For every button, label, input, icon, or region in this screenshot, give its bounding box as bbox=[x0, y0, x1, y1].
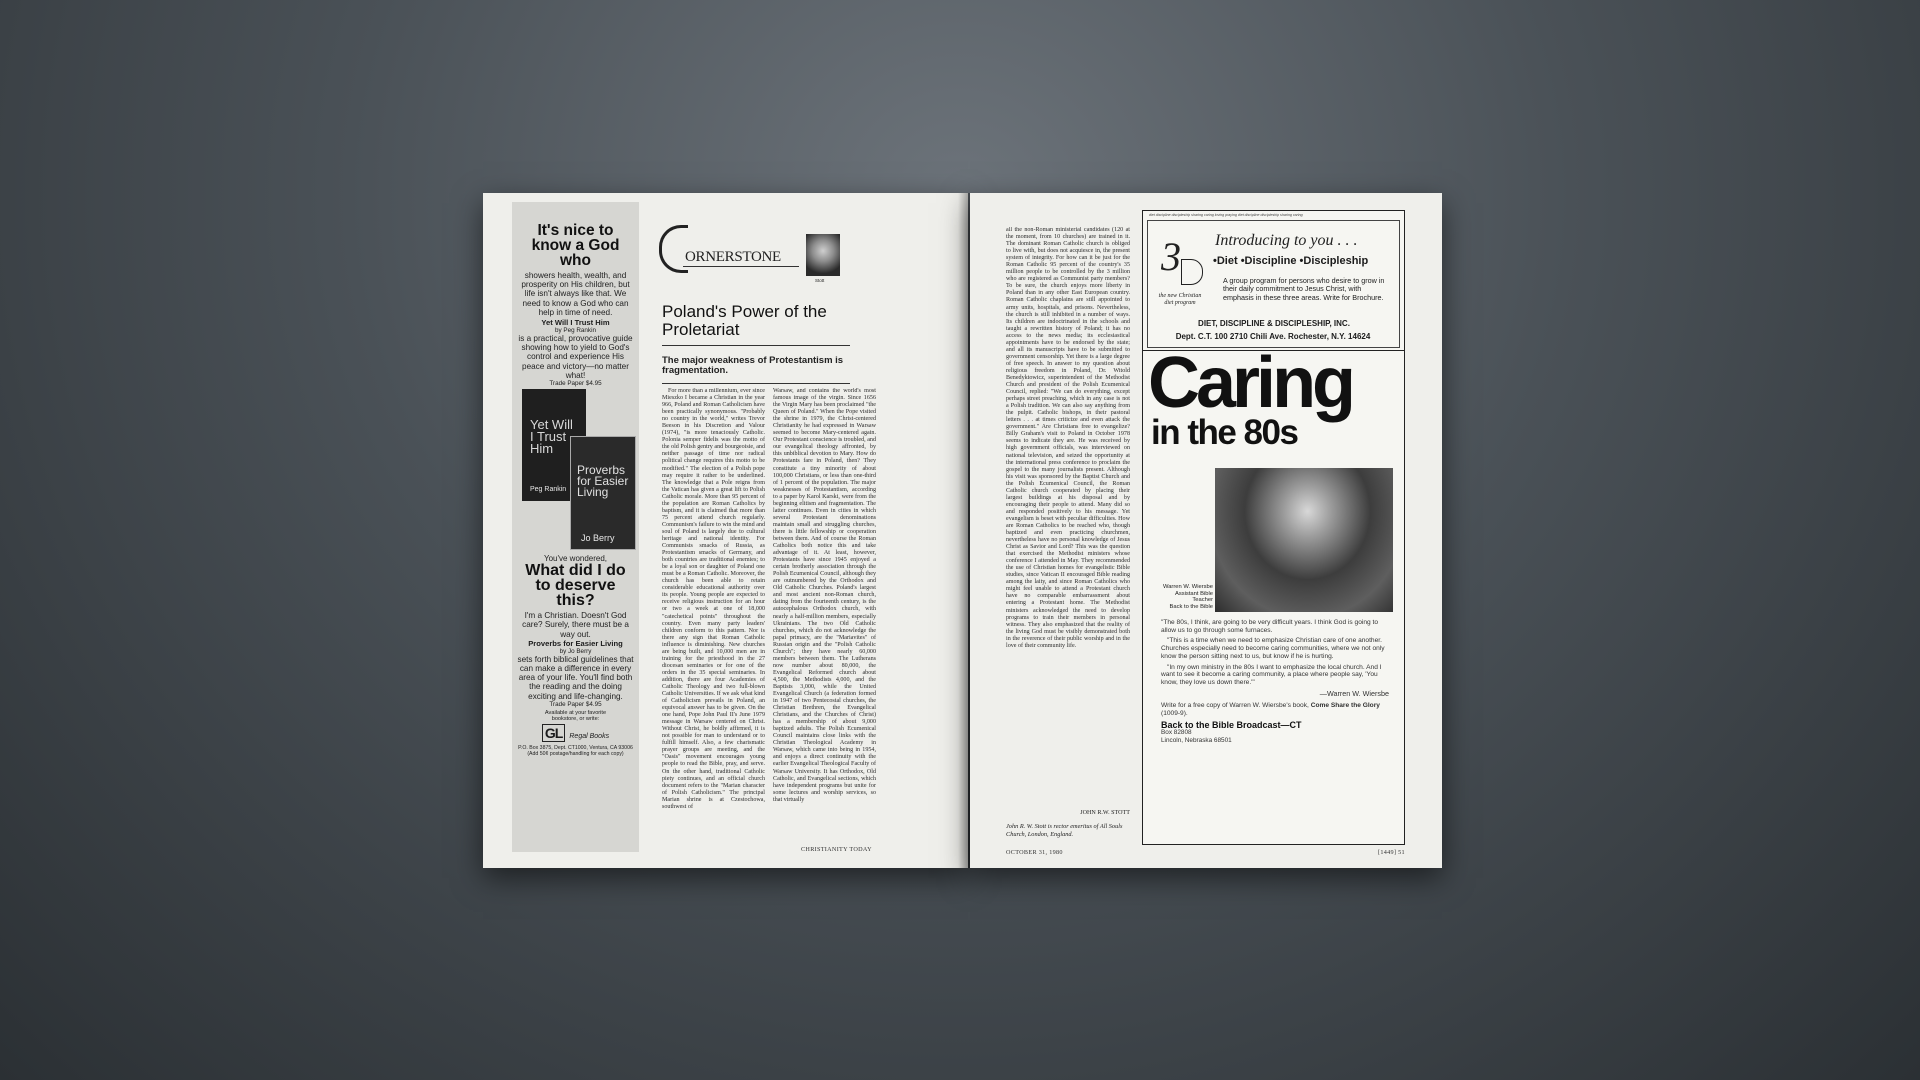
ad-top-title: Introducing to you . . . bbox=[1215, 232, 1358, 249]
ad-intro2: I'm a Christian. Doesn't God care? Surely, there must be a way out. bbox=[522, 611, 629, 639]
footer-magazine: CHRISTIANITY TODAY bbox=[801, 846, 872, 853]
caring-headline: Caring bbox=[1148, 343, 1353, 423]
book1-author: by Peg Rankin bbox=[555, 327, 596, 335]
cover2-title: Proverbs for Easier Living bbox=[577, 463, 629, 499]
caring-quotes bbox=[1161, 619, 1389, 745]
regal-books-ad bbox=[512, 202, 639, 852]
d-logo-shape bbox=[1181, 259, 1203, 285]
three-d-logo: 3 bbox=[1161, 234, 1181, 279]
cover1-title: Yet Will I Trust Him bbox=[530, 417, 573, 456]
ad-top-address: Dept. C.T. 100 2710 Chili Ave. Rochester, N.Y. 14624 bbox=[1175, 332, 1371, 341]
caring-80s-ad bbox=[1142, 343, 1405, 845]
column-name: ORNERSTONE bbox=[685, 249, 781, 265]
quote-3: "In my own ministry in the 80s I want to emphasize the local church. And I want to see it become a caring community, a place where people say, 'You know, they love us down there.'" bbox=[1161, 663, 1382, 686]
column-3-text: all the non-Roman ministerial candidates (120 at the moment, from 10 churches) are trained in it. The dominant Roman Catholic church is obliged to live with, but does not acquiesce in, the present system of integrity. For how can it be just for the Roman Catholic 95 percent of the country's 35 million people to be controlled by the 3 million who are registered as Communist party members? To be sure, the church enjoys more liberty in Poland than in any other East European country. Roman Catholic chaplains are still appointed to army units, hospitals, and prisons. Nevertheless, the church is still inhibited in a number of ways. Its children are indoctrinated in the schools and taught a rewritten history of Poland; it has no access to the news media; its ecclesiastical appointments have to be endorsed by the state; and all its manuscripts have to be submitted to government censorship. Yet there is a large degree of free speech. In answer to my question about religious freedom in Poland, Dr. Witold Benedyktowicz, superintendent of the Methodist Church and president of the Polish Ecumenical Council, replied: "We can do everything, except perhaps street preaching, which in any case is not a Polish tradition. We can also say anything from the pulpit. Catholic bishops, in their pastoral letters . . . at times criticize and even attack the government." Are Christians free to evangelize? Billy Graham's visit to Poland in October 1978 seems to indicate they are. He was received by high government officials, was interviewed on national television, and seized the opportunity at the international press conference to proclaim the gospel to the many journalists present. Although his visit was sponsored by the Baptist Church and the Polish Ecumenical Council, the Roman Catholic church cooperated by placing their largest buildings at his disposal and by encouraging their people to attend. Many did so and responded positively to his message. Yet evangelism is beset with peculiar difficulties. How are Roman Catholics to be reached who, though baptized and even practicing churchmen, nevertheless have no personal knowledge of Jesus Christ as Savior and Lord? This was the question that exercised the Methodist ministers whose conference I attended in May. They recommended the use of Christian homes for evangelistic Bible studies, since Vatican II encouraged Bible reading among the laity, and since Roman Catholics who might feel unable to attend a Protestant church have no comparable embarrassment about entering a Protestant home. The Methodist ministers acknowledged the need to develop programs to train their members in personal witness. They also emphasized that the reality of the living God must be visibly demonstrated both in the reverence of their public worship and in the love of their community life. bbox=[1006, 227, 1130, 649]
book-cover-proverbs bbox=[570, 436, 636, 550]
org-name: Back to the Bible Broadcast bbox=[1161, 719, 1281, 730]
offer-book: Come Share the Glory bbox=[1310, 702, 1380, 710]
ad-postage: (Add 50¢ postage/handling for each copy) bbox=[527, 750, 624, 757]
org-box: Box 82808 bbox=[1161, 729, 1192, 737]
photo-caption bbox=[1157, 584, 1213, 610]
cover1-author: Peg Rankin bbox=[530, 486, 567, 493]
left-page bbox=[483, 193, 968, 868]
article-column-3 bbox=[1006, 227, 1130, 820]
ad-top-desc: A group program for persons who desire to grow in their daily commitment to Jesus Christ, with emphasis in these three areas. Write for Brochure. bbox=[1223, 276, 1385, 302]
caption-name: Warren W. Wiersbe bbox=[1162, 584, 1213, 590]
book2-author: by Jo Berry bbox=[559, 647, 592, 655]
right-page bbox=[970, 193, 1442, 868]
org-city: Lincoln, Nebraska 68501 bbox=[1161, 737, 1232, 745]
logo-text: the new Christian diet program bbox=[1158, 293, 1202, 306]
ad-intro: showers health, wealth, and prosperity on His children, but life isn't always like that. We need to know a God who can help in time of need. bbox=[521, 271, 630, 317]
ad-lower bbox=[512, 554, 639, 757]
org-suffix: —CT bbox=[1280, 719, 1302, 730]
footer-page-number: [1449] 51 bbox=[1378, 849, 1405, 856]
footer-date: OCTOBER 31, 1980 bbox=[1006, 849, 1063, 856]
author-caption: Stott bbox=[815, 278, 825, 283]
ad-headline: It's nice to know a God who bbox=[531, 222, 620, 269]
article-column-1 bbox=[662, 388, 765, 837]
offer-text: Write for a free copy of Warren W. Wiersbe's book, bbox=[1161, 702, 1309, 710]
publisher-name: Regal Books bbox=[569, 732, 610, 740]
caption-title: Assistant Bible Teacher bbox=[1174, 590, 1213, 604]
caption-org: Back to the Bible bbox=[1169, 603, 1213, 610]
ad-headline2: What did I do to deserve this? bbox=[525, 562, 626, 610]
book1-desc: is a practical, provocative guide showing how to yield to God's control and experience His peace and victory—no matter what! bbox=[518, 334, 633, 380]
book2-price: Trade Paper $4.95 bbox=[549, 700, 602, 708]
author-photo bbox=[806, 234, 840, 276]
ad-address: P.O. Box 3875, Dept. CT1000, Ventura, CA 93006 bbox=[518, 744, 633, 751]
article-title: Poland's Power of the Proletariat bbox=[662, 302, 827, 339]
column-1-text: For more than a millennium, ever since Mieszko I became a Christian in the year 966, Poland and Roman Catholicism have been practically synonymous. "Probably no country in the world," writes Trevor Beeson in his Discretion and Valour (1974), "is more tenaciously Catholic. Polonia semper fidelis was the motto of the old Polish gentry and bourgeoisie, and neither passage of time nor radical political change requires this motto to be modified." The election of a Polish pope may require it rather to be underlined. The knowledge that a Pole reigns from the Vatican has given a great lift to Polish Catholic morale. More than 95 percent of the population are Roman Catholics by baptism, and it is claimed that more than 75 percent attend church regularly. Communism's failure to win the mind and soul of Poland is largely due to cultural heritage and national identity. For Communists smacks of Russia, as Protestantism smacks of Germany, and both countries are traditional enemies; to be a loyal son or daughter of Poland one must be a Roman Catholic. Moreover, the church has been able to retain considerable educational authority over its people. Young people are expected to receive religious instruction for an hour or two a week at one of 18,000 "catechetical points" throughout the country. Even many party leaders' children conform to this pattern. Nor is there any sign that Roman Catholic influence is diminishing. New churches are being built, and 10,000 men are in training for the priesthood in the 27 diocesan seminaries or for one of the orders in the 35 special seminaries. In addition, there are four Academies of Catholic Theology and two full-blown Catholic Universities. If we ask what kind of Catholicism prevails in Poland, an equivocal answer has to be given. On the one hand, Pope John Paul II's June 1979 message in Warsaw centered on Christ. Without Christ, he boldly affirmed, it is not possible for man to understand or to fulfill himself. Also, a few charismatic prayer groups are meeting, and the "Oasis" movement encourages young people to read the Bible, pray, and serve. On the other hand, traditional Catholic piety continues, and an official church document refers to the "Marian character of Polish Catholicism." The principal Marian shrine is at Czestochowa, southwest of bbox=[662, 388, 765, 810]
author-bio: John R. W. Stott is rector emeritus of All Souls Church, London, England. bbox=[1006, 823, 1123, 838]
diet-discipline-ad bbox=[1142, 210, 1405, 353]
ad-wondered: You've wondered, bbox=[543, 554, 608, 563]
book2-title: Proverbs for Easier Living bbox=[528, 638, 623, 648]
wiersbe-photo bbox=[1215, 468, 1393, 612]
ad-top-bullets: •Diet •Discipline •Discipleship bbox=[1213, 255, 1369, 267]
signature: JOHN R.W. STOTT bbox=[1080, 810, 1130, 816]
regal-logo: GL Regal Books bbox=[512, 724, 639, 743]
book1-price: Trade Paper $4.95 bbox=[549, 380, 602, 388]
caring-headline-2: in the 80s bbox=[1151, 413, 1298, 452]
ad-top-company: DIET, DISCIPLINE & DISCIPLESHIP, INC. bbox=[1198, 319, 1350, 328]
ad-border-text: diet discipline discipleship sharing caring loving praying diet discipline discipleship sharing caring bbox=[1149, 213, 1303, 217]
quote-2: "This is a time when we need to emphasize Christian care of one another. Churches especially need to become caring communities, where we not only know the person sitting next to us, but know if he is hurting. bbox=[1161, 637, 1385, 660]
org-line bbox=[1161, 719, 1389, 730]
book1-title: Yet Will I Trust Him bbox=[541, 318, 610, 328]
offer bbox=[1161, 702, 1389, 717]
article-deck: The major weakness of Protestantism is fragmentation. bbox=[662, 355, 844, 376]
quote-attribution: —Warren W. Wiersbe bbox=[1319, 688, 1389, 698]
offer-code: (1009-9). bbox=[1161, 710, 1188, 718]
ad-available: Available at your favorite bookstore, or write: bbox=[544, 709, 607, 722]
quote-1: "The 80s, I think, are going to be very difficult years. I think God is going to allow us to go through some furnaces. bbox=[1161, 619, 1378, 634]
book2-desc: sets forth biblical guidelines that can make a difference in every area of your life. You'll find both the reading and the doing exciting and life-changing. bbox=[517, 654, 634, 701]
article-column-2 bbox=[773, 388, 876, 834]
cover2-author: Jo Berry bbox=[581, 533, 615, 543]
column-2-text: Warsaw, and contains the world's most famous image of the virgin. Since 1656 the Virgin Mary has been proclaimed "the Queen of Poland." When the Pope visited the shrine in 1979, the Christ-centered Christianity he had expressed in Warsaw seemed to become Mary-centered again. Our Protestant conscience is troubled, and our evangelical theology affronted, by this unbiblical devotion to Mary. How do Protestants fare in Poland, then? They constitute a tiny minority of about 100,000 Christians, or less than one-third of 1 percent of the population. The major weaknesses of Protestantism, according to a paper by Karol Karski, were from the beginning elitism and fragmentation. The latter continues. Even in cities in which several Protestant denominations maintain small and struggling churches, there is little fellowship or cooperation between them. And of course the Roman Catholics both notice this and take advantage of it. At least, however, Protestants have since 1945 enjoyed a certain brotherly association through the Polish Ecumenical Council, although they are outnumbered by the Orthodox and Old Catholic Churches. Poland's largest and most ancient non-Roman church, dating from the fourteenth century, is the autocephalous Orthodox church, with nearly a half-million members, especially Ukrainians. The two Old Catholic churches, which do not acknowledge the papal primacy, are the "Mariavites" of Russian origin and the "Polish Catholic Church"; they have nearly 60,000 members between them. The Lutherans now number about 80,000, the Evangelical Reformed church about 4,500, the Methodists 4,000, and the Baptists 3,000, while the United Evangelical Church (a federation formed in 1947 of two Pentecostal churches, the Christian Brethren, the Evangelical Christians, and the Churches of Christ) has a membership of about 9,000 baptized adults. The Polish Ecumenical Council maintains close links with the Christian Theological Academy in Warsaw, which came into being in 1954, and enjoys a direct continuity with the earlier Evangelical Theological Faculty of Warsaw University. It has Orthodox, Old Catholic, and Evangelical sections, which have independent programs but unite for some lectures and worship services, so that virtually bbox=[773, 388, 876, 803]
